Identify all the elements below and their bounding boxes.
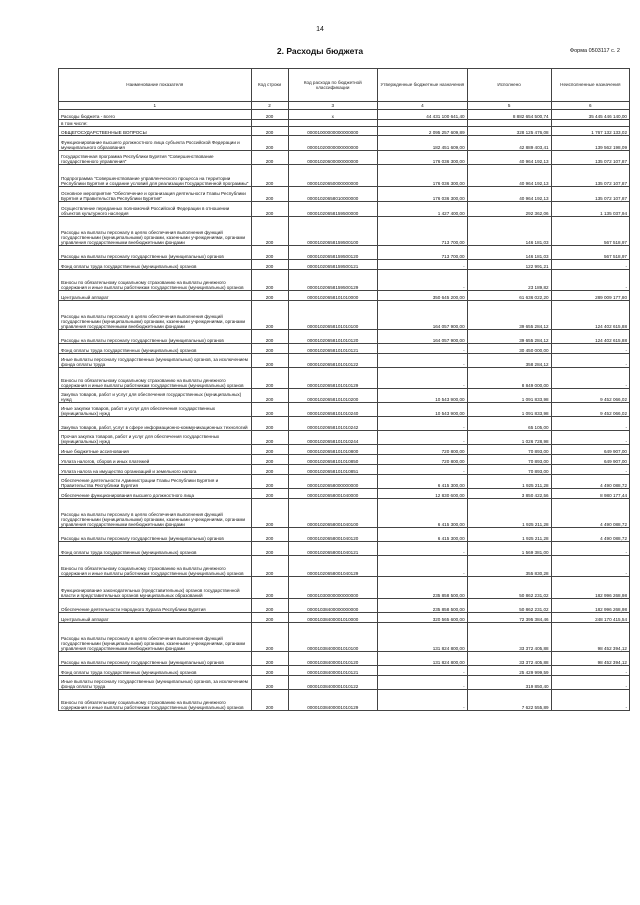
row-executed: 1 925 211,28	[467, 499, 551, 528]
row-name: Иные выплаты персоналу государственных (муниципальных) органов, за исключением фонда оплаты труда	[59, 354, 252, 368]
column-number: 2	[251, 102, 288, 110]
row-line-code: 200	[251, 165, 288, 187]
row-name: ОБЩЕГОСУДАРСТВЕННЫЕ ВОПРОСЫ	[59, 127, 252, 136]
row-line-code: 200	[251, 499, 288, 528]
row-unexecuted: 135 072 107,87	[551, 151, 629, 165]
row-approved: -	[378, 690, 468, 711]
row-unexecuted: 1 135 037,94	[551, 202, 629, 217]
row-approved: 182 451 609,00	[378, 136, 468, 151]
row-classification-code: 00001020658101010000	[288, 291, 378, 301]
row-line-code: 200	[251, 475, 288, 489]
row-unexecuted: 567 518,97	[551, 217, 629, 246]
row-classification-code: 00001038400001010000	[288, 613, 378, 623]
table-row	[59, 110, 630, 120]
row-executed: 50 862 231,02	[467, 599, 551, 613]
row-executed: 358 284,12	[467, 354, 551, 368]
row-name: Уплата налога на имущество организаций и земельного налога	[59, 465, 252, 475]
row-approved: 235 858 500,00	[378, 577, 468, 599]
row-approved: 713 700,00	[378, 217, 468, 246]
header-approved: Утвержденные бюджетные назначения	[378, 69, 468, 102]
row-name: Подпрограмма "Совершенствование управленческого процесса на территории Республики Бурятия и создание условий для реализации Государственной программы"	[59, 165, 252, 187]
row-name: Иные бюджетные ассигнования	[59, 445, 252, 455]
row-executed: 146 181,03	[467, 246, 551, 260]
row-line-code: 200	[251, 354, 288, 368]
row-approved: 12 830 600,00	[378, 489, 468, 499]
row-line-code: 200	[251, 344, 288, 354]
table-row	[59, 666, 630, 676]
page-number: 14	[316, 26, 324, 33]
row-line-code: 200	[251, 455, 288, 465]
table-row	[59, 690, 630, 711]
row-executed: 65 105,00	[467, 417, 551, 431]
row-name: Центральный аппарат	[59, 613, 252, 623]
row-approved: 10 543 900,00	[378, 389, 468, 403]
expenses-table	[58, 68, 630, 711]
row-unexecuted: -	[551, 270, 629, 291]
row-approved: 350 645 200,00	[378, 291, 468, 301]
header-classification-code: Код расхода по бюджетной классификации	[288, 69, 378, 102]
row-approved: -	[378, 676, 468, 690]
row-unexecuted: 8 980 177,44	[551, 489, 629, 499]
row-unexecuted: 98 452 394,12	[551, 652, 629, 666]
row-approved: 6 415 300,00	[378, 475, 468, 489]
row-name: Расходы на выплаты персоналу в целях обеспечения выполнения функций государственными (муниципальными) органами, казенными учреждениями, органами управления государственными внебюджетными фондами	[59, 301, 252, 330]
table-row	[59, 455, 630, 465]
row-classification-code: 00001020658101010121	[288, 344, 378, 354]
table-row	[59, 301, 630, 330]
row-classification-code: x	[288, 110, 378, 120]
row-executed: 1 925 211,28	[467, 475, 551, 489]
row-name: Расходы на выплаты персоналу в целях обеспечения выполнения функций государственными (муниципальными) органами, казенными учреждениями, органами управления государственными внебюджетными фондами	[59, 623, 252, 652]
row-classification-code: 00001020658101010800	[288, 445, 378, 455]
row-approved: 713 700,00	[378, 246, 468, 260]
table-row	[59, 417, 630, 431]
table-row	[59, 344, 630, 354]
row-line-code: 200	[251, 270, 288, 291]
row-classification-code: 00001000000000000000	[288, 127, 378, 136]
row-name: Расходы на выплаты персоналу государственных (муниципальных) органов	[59, 528, 252, 542]
row-name: Прочая закупка товаров, работ и услуг для обеспечения государственных (муниципальных) нужд	[59, 431, 252, 445]
row-classification-code: 00001020658159500120	[288, 246, 378, 260]
row-line-code: 200	[251, 666, 288, 676]
row-line-code: 200	[251, 676, 288, 690]
row-approved: -	[378, 542, 468, 556]
row-unexecuted: 9 452 066,02	[551, 389, 629, 403]
row-name: Обеспечение функционирования высшего должностного лица	[59, 489, 252, 499]
row-classification-code: 00001020658101010129	[288, 368, 378, 389]
row-executed: 292 362,06	[467, 202, 551, 217]
row-unexecuted: 139 562 198,09	[551, 136, 629, 151]
row-classification-code: 00001020658101010122	[288, 354, 378, 368]
row-executed: 70 893,00	[467, 465, 551, 475]
row-name: Функционирование законодательных (представительных) органов государственной власти и представительных органов муниципальных образований	[59, 577, 252, 599]
row-unexecuted: 9 452 066,02	[551, 403, 629, 417]
table-row	[59, 127, 630, 136]
row-line-code: 200	[251, 260, 288, 270]
row-approved: 176 036 300,00	[378, 187, 468, 202]
row-classification-code: 00001038400001010100	[288, 623, 378, 652]
row-executed: 122 991,21	[467, 260, 551, 270]
row-classification-code: 00001020658001040100	[288, 499, 378, 528]
table-row	[59, 217, 630, 246]
row-line-code: 200	[251, 110, 288, 120]
row-approved: -	[378, 354, 468, 368]
table-row	[59, 151, 630, 165]
table-row	[59, 556, 630, 577]
table-row	[59, 165, 630, 187]
row-classification-code: 00001020600000000000	[288, 151, 378, 165]
row-executed: 1 569 381,00	[467, 542, 551, 556]
row-executed: 1 026 728,98	[467, 431, 551, 445]
row-executed: 7 622 555,89	[467, 690, 551, 711]
row-name: Закупка товаров, работ, услуг в сфере информационно-коммуникационных технологий	[59, 417, 252, 431]
row-approved: -	[378, 556, 468, 577]
row-classification-code: 00001020658010000000	[288, 187, 378, 202]
row-line-code: 200	[251, 652, 288, 666]
row-line-code: 200	[251, 151, 288, 165]
row-line-code: 200	[251, 599, 288, 613]
row-approved: 1 427 400,00	[378, 202, 468, 217]
row-classification-code: 00001020650000000000	[288, 165, 378, 187]
table-row	[59, 187, 630, 202]
row-line-code: 200	[251, 577, 288, 599]
row-approved: 176 036 300,00	[378, 151, 468, 165]
header-name: Наименование показателя	[59, 69, 252, 102]
row-executed: 42 889 403,41	[467, 136, 551, 151]
row-approved: -	[378, 344, 468, 354]
row-unexecuted: -	[551, 431, 629, 445]
row-line-code: 200	[251, 217, 288, 246]
row-approved: 235 858 500,00	[378, 599, 468, 613]
column-number: 5	[467, 102, 551, 110]
row-name: Фонд оплаты труда государственных (муниципальных) органов	[59, 260, 252, 270]
row-unexecuted: 124 402 615,88	[551, 301, 629, 330]
row-classification-code	[288, 120, 378, 127]
row-line-code: 200	[251, 136, 288, 151]
row-line-code: 200	[251, 556, 288, 577]
row-unexecuted: 1 767 132 133,02	[551, 127, 629, 136]
row-classification-code: 00001020658159500129	[288, 270, 378, 291]
table-row	[59, 528, 630, 542]
row-classification-code: 00001038400001010129	[288, 690, 378, 711]
row-executed: 355 830,28	[467, 556, 551, 577]
row-classification-code: 00001038400001010121	[288, 666, 378, 676]
table-row	[59, 260, 630, 270]
row-classification-code: 00001020658159500100	[288, 217, 378, 246]
row-classification-code: 00001020658000000000	[288, 475, 378, 489]
row-executed	[467, 120, 551, 127]
row-classification-code: 00001020658101010200	[288, 389, 378, 403]
row-line-code: 200	[251, 368, 288, 389]
row-executed: 50 862 231,02	[467, 577, 551, 599]
row-executed: 319 850,40	[467, 676, 551, 690]
row-line-code: 200	[251, 127, 288, 136]
row-unexecuted: 35 445 446 140,00	[551, 110, 629, 120]
row-executed: 40 964 192,13	[467, 151, 551, 165]
row-line-code: 200	[251, 389, 288, 403]
column-number: 6	[551, 102, 629, 110]
row-approved: -	[378, 368, 468, 389]
row-unexecuted: 4 490 088,72	[551, 475, 629, 489]
row-executed: 146 181,03	[467, 217, 551, 246]
row-name: Взносы по обязательному социальному страхованию на выплаты денежного содержания и иные выплаты работникам государственных (муниципальных) органов	[59, 368, 252, 389]
row-approved: 176 036 300,00	[378, 165, 468, 187]
row-line-code: 200	[251, 330, 288, 344]
row-classification-code: 00001020658001040000	[288, 489, 378, 499]
row-unexecuted: 135 072 107,87	[551, 187, 629, 202]
row-line-code: 200	[251, 291, 288, 301]
table-row	[59, 120, 630, 127]
row-classification-code: 00001020658101010851	[288, 465, 378, 475]
row-name: Иные выплаты персоналу государственных (муниципальных) органов, за исключением фонда оплаты труда	[59, 676, 252, 690]
row-name: Взносы по обязательному социальному страхованию на выплаты денежного содержания и иные выплаты работникам государственных (муниципальных) органов	[59, 270, 252, 291]
row-executed: 8 882 654 500,74	[467, 110, 551, 120]
row-approved: -	[378, 666, 468, 676]
row-approved: -	[378, 465, 468, 475]
row-name: Фонд оплаты труда государственных (муниципальных) органов	[59, 344, 252, 354]
row-approved: 44 431 100 641,40	[378, 110, 468, 120]
row-line-code: 200	[251, 528, 288, 542]
row-executed: 1 925 211,28	[467, 528, 551, 542]
row-classification-code: 00001020658101010850	[288, 455, 378, 465]
row-approved: 720 800,00	[378, 455, 468, 465]
row-executed: 39 655 284,12	[467, 301, 551, 330]
row-unexecuted: 289 009 177,80	[551, 291, 629, 301]
row-name: Основное мероприятие "Обеспечение и организация деятельности Главы Республики Бурятия и Правительства Республики Бурятия"	[59, 187, 252, 202]
row-line-code: 200	[251, 403, 288, 417]
table-row	[59, 368, 630, 389]
row-name: Центральный аппарат	[59, 291, 252, 301]
row-executed: 8 849 000,00	[467, 368, 551, 389]
row-approved: 720 800,00	[378, 445, 468, 455]
row-unexecuted: -	[551, 417, 629, 431]
row-name: Фонд оплаты труда государственных (муниципальных) органов	[59, 666, 252, 676]
row-classification-code: 00001038400001010120	[288, 652, 378, 666]
row-unexecuted: 4 490 088,72	[551, 528, 629, 542]
row-approved: -	[378, 431, 468, 445]
row-classification-code: 00001020658001040121	[288, 542, 378, 556]
row-unexecuted: -	[551, 465, 629, 475]
table-row	[59, 389, 630, 403]
row-classification-code: 00001020658001040129	[288, 556, 378, 577]
table-row	[59, 542, 630, 556]
row-approved: 131 824 800,00	[378, 652, 468, 666]
header-executed: Исполнено	[467, 69, 551, 102]
row-approved	[378, 120, 468, 127]
row-line-code: 200	[251, 445, 288, 455]
row-name: Функционирование высшего должностного лица субъекта Российской Федерации и муниципального образования	[59, 136, 252, 151]
row-name: Закупка товаров, работ и услуг для обеспечения государственных (муниципальных) нужд	[59, 389, 252, 403]
row-approved: -	[378, 417, 468, 431]
row-unexecuted: -	[551, 260, 629, 270]
section-title: 2. Расходы бюджета	[276, 46, 364, 56]
row-unexecuted: 124 402 615,88	[551, 330, 629, 344]
row-name: Взносы по обязательному социальному страхованию на выплаты денежного содержания и иные выплаты работникам государственных (муниципальных) органов	[59, 556, 252, 577]
table-row	[59, 676, 630, 690]
row-executed: 40 964 192,13	[467, 187, 551, 202]
header-unexecuted: Неисполненные назначения	[551, 69, 629, 102]
row-name: Обеспечение деятельности Администрации Главы Республики Бурятия и Правительства Республики Бурятия	[59, 475, 252, 489]
table-row	[59, 623, 630, 652]
table-row	[59, 431, 630, 445]
row-name: Иные закупки товаров, работ и услуг для обеспечения государственных (муниципальных) нужд	[59, 403, 252, 417]
row-classification-code: 00001020658159500121	[288, 260, 378, 270]
row-unexecuted: 248 170 415,54	[551, 613, 629, 623]
row-classification-code: 00001038400001010122	[288, 676, 378, 690]
row-classification-code: 00001020000000000000	[288, 136, 378, 151]
row-line-code	[251, 120, 288, 127]
row-executed: 23 189,82	[467, 270, 551, 291]
row-line-code: 200	[251, 613, 288, 623]
row-name: Взносы по обязательному социальному страхованию на выплаты денежного содержания и иные выплаты работникам государственных (муниципальных) органов	[59, 690, 252, 711]
table-row	[59, 599, 630, 613]
row-classification-code: 00001020658101010242	[288, 417, 378, 431]
row-classification-code: 00001020658101010100	[288, 301, 378, 330]
row-approved: 6 415 300,00	[378, 528, 468, 542]
row-classification-code: 00001020658101010244	[288, 431, 378, 445]
row-approved: 2 095 257 609,89	[378, 127, 468, 136]
row-approved: -	[378, 260, 468, 270]
row-executed: 40 964 192,13	[467, 165, 551, 187]
row-executed: 1 091 833,98	[467, 389, 551, 403]
table-row	[59, 475, 630, 489]
row-unexecuted: 649 907,00	[551, 455, 629, 465]
row-unexecuted: 182 996 268,98	[551, 577, 629, 599]
form-code: Форма 0503117 с. 2	[569, 48, 620, 54]
row-line-code: 200	[251, 690, 288, 711]
table-row	[59, 577, 630, 599]
row-line-code: 200	[251, 202, 288, 217]
table-row	[59, 270, 630, 291]
row-executed: 33 372 405,88	[467, 623, 551, 652]
row-executed: 39 655 284,12	[467, 330, 551, 344]
row-executed: 3 850 422,56	[467, 489, 551, 499]
row-line-code: 200	[251, 489, 288, 499]
row-classification-code: 00001020658159500000	[288, 202, 378, 217]
table-body	[59, 110, 630, 711]
row-executed: 72 395 384,46	[467, 613, 551, 623]
table-row	[59, 136, 630, 151]
row-executed: 70 893,00	[467, 445, 551, 455]
row-line-code: 200	[251, 246, 288, 260]
row-executed: 30 450 000,00	[467, 344, 551, 354]
row-approved: -	[378, 270, 468, 291]
table-row	[59, 291, 630, 301]
row-line-code: 200	[251, 542, 288, 556]
row-unexecuted: -	[551, 556, 629, 577]
row-unexecuted: 567 518,97	[551, 246, 629, 260]
table-row	[59, 246, 630, 260]
table-row	[59, 652, 630, 666]
row-approved: 6 415 300,00	[378, 499, 468, 528]
row-unexecuted: -	[551, 690, 629, 711]
row-unexecuted: 649 907,00	[551, 445, 629, 455]
row-classification-code: 00001030000000000000	[288, 577, 378, 599]
column-number-row	[59, 102, 630, 110]
row-classification-code: 00001020658101010240	[288, 403, 378, 417]
row-name: Расходы на выплаты персоналу государственных (муниципальных) органов	[59, 330, 252, 344]
row-unexecuted: -	[551, 676, 629, 690]
row-executed: 33 372 405,88	[467, 652, 551, 666]
row-line-code: 200	[251, 187, 288, 202]
table-header-row	[59, 69, 630, 102]
row-unexecuted	[551, 120, 629, 127]
row-executed: 61 636 022,20	[467, 291, 551, 301]
row-approved: 131 824 800,00	[378, 623, 468, 652]
row-classification-code: 00001038400000000000	[288, 599, 378, 613]
row-name: Фонд оплаты труда государственных (муниципальных) органов	[59, 542, 252, 556]
row-name: в том числе:	[59, 120, 252, 127]
row-executed: 328 125 476,08	[467, 127, 551, 136]
row-unexecuted: -	[551, 666, 629, 676]
row-approved: 10 543 900,00	[378, 403, 468, 417]
table-row	[59, 354, 630, 368]
table-row	[59, 445, 630, 455]
row-unexecuted: -	[551, 542, 629, 556]
column-number: 4	[378, 102, 468, 110]
row-line-code: 200	[251, 417, 288, 431]
row-classification-code: 00001020658101010120	[288, 330, 378, 344]
column-number: 3	[288, 102, 378, 110]
row-name: Расходы на выплаты персоналу в целях обеспечения выполнения функций государственными (муниципальными) органами, казенными учреждениями, органами управления государственными внебюджетными фондами	[59, 499, 252, 528]
table-row	[59, 613, 630, 623]
row-unexecuted: 182 996 268,98	[551, 599, 629, 613]
table-row	[59, 202, 630, 217]
row-name: Обеспечение деятельности Народного Хурала Республики Бурятия	[59, 599, 252, 613]
row-executed: 25 429 999,59	[467, 666, 551, 676]
row-unexecuted: -	[551, 368, 629, 389]
row-classification-code: 00001020658001040120	[288, 528, 378, 542]
row-name: Уплата налогов, сборов и иных платежей	[59, 455, 252, 465]
row-name: Расходы на выплаты персоналу государственных (муниципальных) органов	[59, 652, 252, 666]
row-unexecuted: 4 490 088,72	[551, 499, 629, 528]
table-row	[59, 330, 630, 344]
header-line-code: Код строки	[251, 69, 288, 102]
row-unexecuted: -	[551, 344, 629, 354]
row-approved: 164 057 900,00	[378, 301, 468, 330]
column-number: 1	[59, 102, 252, 110]
row-name: Расходы бюджета - всего	[59, 110, 252, 120]
row-name: Расходы на выплаты персоналу в целях обеспечения выполнения функций государственными (муниципальными) органами, казенными учреждениями, органами управления государственными внебюджетными фондами	[59, 217, 252, 246]
table-row	[59, 403, 630, 417]
row-line-code: 200	[251, 301, 288, 330]
row-line-code: 200	[251, 431, 288, 445]
table-row	[59, 499, 630, 528]
row-executed: 70 893,00	[467, 455, 551, 465]
row-unexecuted: 98 452 394,12	[551, 623, 629, 652]
row-executed: 1 091 833,98	[467, 403, 551, 417]
table-row	[59, 465, 630, 475]
row-line-code: 200	[251, 623, 288, 652]
row-name: Расходы на выплаты персоналу государственных (муниципальных) органов	[59, 246, 252, 260]
table-row	[59, 489, 630, 499]
row-name: Государственная программа Республики Бурятия "Совершенствование государственного управления"	[59, 151, 252, 165]
row-name: Осуществление переданных полномочий Российской Федерации в отношении объектов культурного наследия	[59, 202, 252, 217]
row-approved: 164 057 900,00	[378, 330, 468, 344]
row-line-code: 200	[251, 465, 288, 475]
row-approved: 320 565 600,00	[378, 613, 468, 623]
row-unexecuted: -	[551, 354, 629, 368]
row-unexecuted: 135 072 107,87	[551, 165, 629, 187]
